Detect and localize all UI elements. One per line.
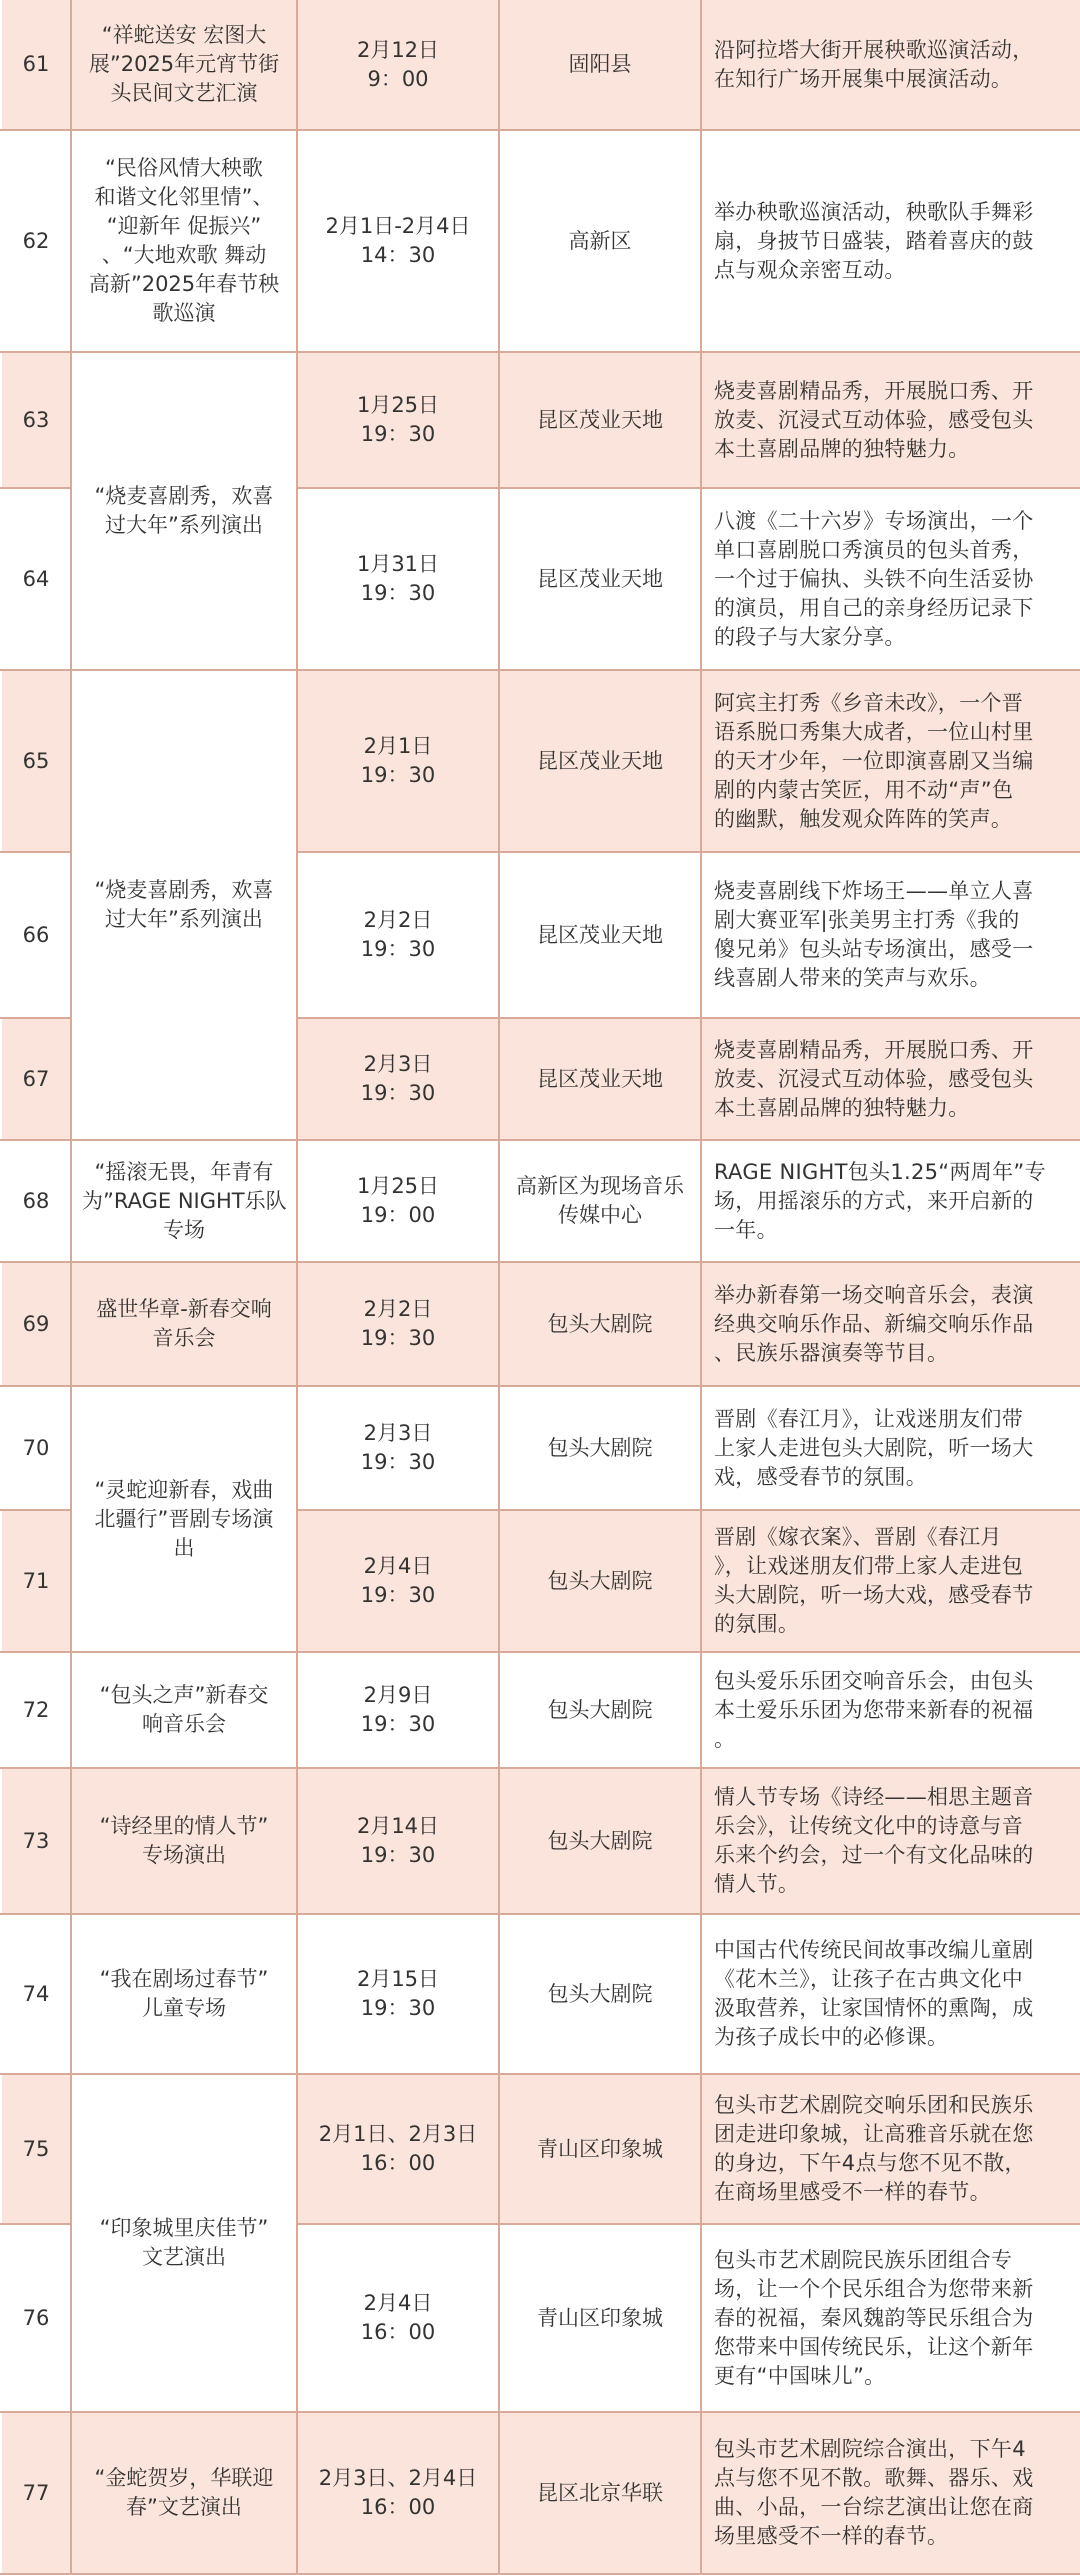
event-description: 举办秧歌巡演活动，秧歌队手舞彩 扇，身披节日盛装，踏着喜庆的鼓 点与观众亲密互动。 — [701, 130, 1080, 352]
event-venue: 高新区为现场音乐 传媒中心 — [499, 1140, 701, 1262]
event-description: 包头爱乐乐团交响音乐会，由包头 本土爱乐乐团为您带来新春的祝福 。 — [701, 1652, 1080, 1768]
event-name: “包头之声”新春交 响音乐会 — [71, 1652, 297, 1768]
event-time: 2月9日 19：30 — [297, 1652, 499, 1768]
event-venue: 包头大剧院 — [499, 1386, 701, 1510]
event-venue: 昆区茂业天地 — [499, 1018, 701, 1140]
event-venue: 包头大剧院 — [499, 1652, 701, 1768]
event-description: 包头市艺术剧院交响乐团和民族乐 团走进印象城，让高雅音乐就在您 的身边，下午4点与您不见不散， 在商场里感受不一样的春节。 — [701, 2074, 1080, 2224]
table-row — [1, 1652, 1080, 1768]
table-row — [1, 1386, 1080, 1510]
event-time: 2月14日 19：30 — [297, 1768, 499, 1914]
row-number: 65 — [1, 670, 71, 852]
table-row — [1, 2412, 1080, 2574]
table-row — [1, 2074, 1080, 2224]
row-number: 76 — [1, 2224, 71, 2412]
event-name: “烧麦喜剧秀，欢喜 过大年”系列演出 — [71, 352, 297, 670]
row-number: 70 — [1, 1386, 71, 1510]
event-venue: 青山区印象城 — [499, 2224, 701, 2412]
row-number: 64 — [1, 488, 71, 670]
event-description: 八渡《二十六岁》专场演出，一个 单口喜剧脱口秀演员的包头首秀， 一个过于偏执、头铁不向生活妥协 的演员，用自己的亲身经历记录下 的段子与大家分享。 — [701, 488, 1080, 670]
event-venue: 昆区北京华联 — [499, 2412, 701, 2574]
event-name: 盛世华章-新春交响 音乐会 — [71, 1262, 297, 1386]
row-number: 62 — [1, 130, 71, 352]
table-row — [1, 352, 1080, 488]
row-number: 72 — [1, 1652, 71, 1768]
event-description: RAGE NIGHT包头1.25“两周年”专 场，用摇滚乐的方式，来开启新的 一年。 — [701, 1140, 1080, 1262]
event-time: 2月1日 19：30 — [297, 670, 499, 852]
event-description: 沿阿拉塔大街开展秧歌巡演活动， 在知行广场开展集中展演活动。 — [701, 0, 1080, 130]
event-description: 包头市艺术剧院民族乐团组合专 场，让一个个民乐组合为您带来新 春的祝福，秦风魏韵等民乐组合为 您带来中国传统民乐，让这个新年 更有“中国味儿”。 — [701, 2224, 1080, 2412]
row-number: 67 — [1, 1018, 71, 1140]
row-number: 71 — [1, 1510, 71, 1652]
event-name: “诗经里的情人节” 专场演出 — [71, 1768, 297, 1914]
event-venue: 包头大剧院 — [499, 1768, 701, 1914]
table-row — [1, 1768, 1080, 1914]
event-venue: 包头大剧院 — [499, 1262, 701, 1386]
event-venue: 青山区印象城 — [499, 2074, 701, 2224]
table-row — [1, 670, 1080, 852]
event-time: 1月25日 19：30 — [297, 352, 499, 488]
event-name: “灵蛇迎新春，戏曲 北疆行”晋剧专场演 出 — [71, 1386, 297, 1652]
event-name: “烧麦喜剧秀，欢喜 过大年”系列演出 — [71, 670, 297, 1140]
row-number: 66 — [1, 852, 71, 1018]
event-time: 1月31日 19：30 — [297, 488, 499, 670]
event-name: “摇滚无畏，年青有 为”RAGE NIGHT乐队 专场 — [71, 1140, 297, 1262]
event-time: 2月4日 16：00 — [297, 2224, 499, 2412]
event-time: 2月3日 19：30 — [297, 1386, 499, 1510]
event-description: 烧麦喜剧精品秀，开展脱口秀、开 放麦、沉浸式互动体验，感受包头 本土喜剧品牌的独特魅力。 — [701, 352, 1080, 488]
row-number: 75 — [1, 2074, 71, 2224]
event-name: “民俗风情大秧歌 和谐文化邻里情”、 “迎新年 促振兴” 、“大地欢歌 舞动 高新”2025年春节秧 歌巡演 — [71, 130, 297, 352]
row-number: 77 — [1, 2412, 71, 2574]
table-row — [1, 0, 1080, 130]
event-description: 中国古代传统民间故事改编儿童剧 《花木兰》，让孩子在古典文化中 汲取营养，让家国情怀的熏陶，成 为孩子成长中的必修课。 — [701, 1914, 1080, 2074]
event-venue: 昆区茂业天地 — [499, 352, 701, 488]
event-venue: 昆区茂业天地 — [499, 670, 701, 852]
row-number: 74 — [1, 1914, 71, 2074]
event-description: 烧麦喜剧线下炸场王——单立人喜 剧大赛亚军|张美男主打秀《我的 傻兄弟》包头站专场演出，感受一 线喜剧人带来的笑声与欢乐。 — [701, 852, 1080, 1018]
event-venue: 包头大剧院 — [499, 1510, 701, 1652]
event-time: 2月1日-2月4日 14：30 — [297, 130, 499, 352]
event-name: “金蛇贺岁，华联迎 春”文艺演出 — [71, 2412, 297, 2574]
event-time: 2月4日 19：30 — [297, 1510, 499, 1652]
event-description: 晋剧《春江月》，让戏迷朋友们带 上家人走进包头大剧院，听一场大 戏，感受春节的氛围。 — [701, 1386, 1080, 1510]
event-description: 晋剧《嫁衣案》、晋剧《春江月 》，让戏迷朋友们带上家人走进包 头大剧院，听一场大戏，感受春节 的氛围。 — [701, 1510, 1080, 1652]
event-description: 举办新春第一场交响音乐会，表演 经典交响乐作品、新编交响乐作品 、民族乐器演奏等节目。 — [701, 1262, 1080, 1386]
event-time: 2月1日、2月3日 16：00 — [297, 2074, 499, 2224]
table-row — [1, 1914, 1080, 2074]
event-venue: 昆区茂业天地 — [499, 488, 701, 670]
row-number: 69 — [1, 1262, 71, 1386]
event-time: 2月3日、2月4日 16：00 — [297, 2412, 499, 2574]
event-description: 情人节专场《诗经——相思主题音 乐会》，让传统文化中的诗意与音 乐来个约会，过一个有文化品味的 情人节。 — [701, 1768, 1080, 1914]
event-description: 阿宾主打秀《乡音未改》，一个晋 语系脱口秀集大成者，一位山村里 的天才少年，一位即演喜剧又当编 剧的内蒙古笑匠，用不动“声”色 的幽默，触发观众阵阵的笑声。 — [701, 670, 1080, 852]
event-time: 2月2日 19：30 — [297, 1262, 499, 1386]
event-time: 1月25日 19：00 — [297, 1140, 499, 1262]
table-row — [1, 1262, 1080, 1386]
event-venue: 昆区茂业天地 — [499, 852, 701, 1018]
event-venue: 固阳县 — [499, 0, 701, 130]
row-number: 63 — [1, 352, 71, 488]
table-row — [1, 130, 1080, 352]
table-row — [1, 1140, 1080, 1262]
row-number: 73 — [1, 1768, 71, 1914]
row-number: 68 — [1, 1140, 71, 1262]
event-name: “印象城里庆佳节” 文艺演出 — [71, 2074, 297, 2412]
row-number: 61 — [1, 0, 71, 130]
event-name: “我在剧场过春节” 儿童专场 — [71, 1914, 297, 2074]
event-venue: 高新区 — [499, 130, 701, 352]
event-venue: 包头大剧院 — [499, 1914, 701, 2074]
event-time: 2月12日 9：00 — [297, 0, 499, 130]
event-description: 包头市艺术剧院综合演出，下午4 点与您不见不散。歌舞、器乐、戏 曲、小品，一台综艺演出让您在商 场里感受不一样的春节。 — [701, 2412, 1080, 2574]
event-description: 烧麦喜剧精品秀，开展脱口秀、开 放麦、沉浸式互动体验，感受包头 本土喜剧品牌的独特魅力。 — [701, 1018, 1080, 1140]
event-time: 2月15日 19：30 — [297, 1914, 499, 2074]
event-time: 2月3日 19：30 — [297, 1018, 499, 1140]
event-time: 2月2日 19：30 — [297, 852, 499, 1018]
event-name: “祥蛇送安 宏图大 展”2025年元宵节街 头民间文艺汇演 — [71, 0, 297, 130]
